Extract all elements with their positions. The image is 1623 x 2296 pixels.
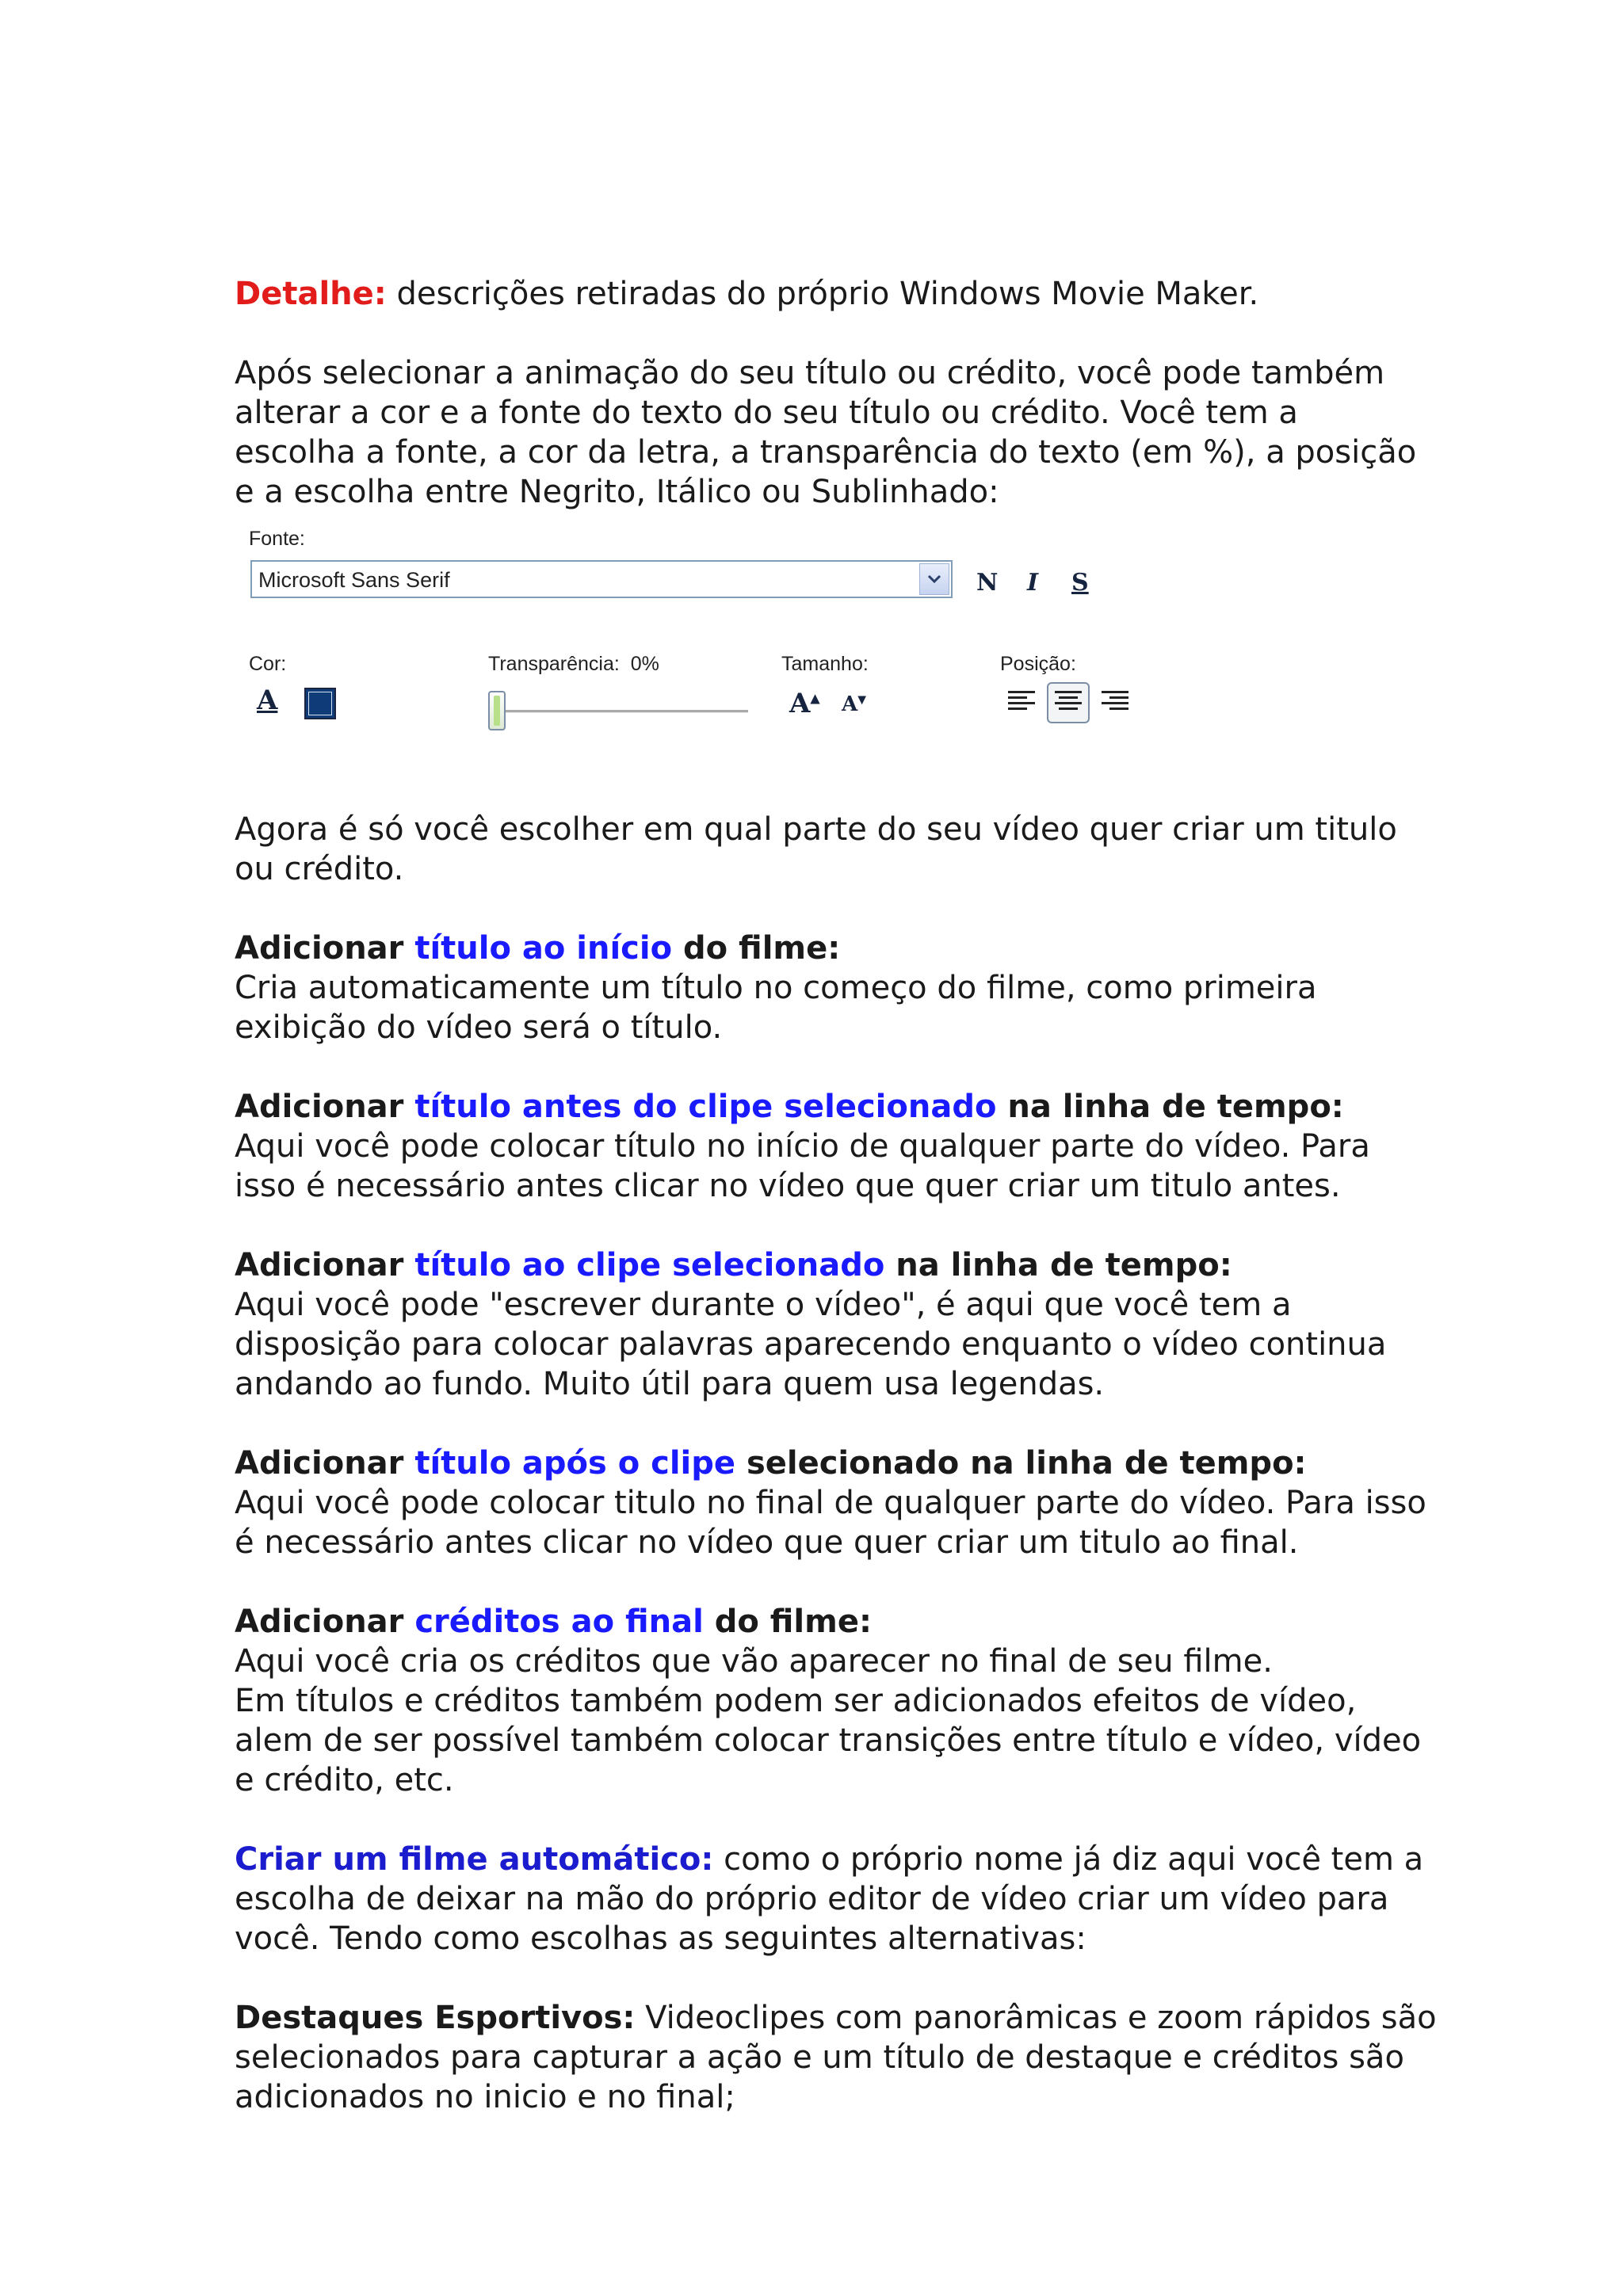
paragraph-line: Agora é só você escolher em qual parte do seu vídeo quer criar um titulo [235,811,1397,848]
section-heading: Adicionar título após o clipe selecionado na linha de tempo: [235,1445,1307,1482]
font-select-value: Microsoft Sans Serif [258,568,450,592]
paragraph-line: adicionados no inicio e no final; [235,2079,735,2115]
section-heading: Adicionar título ao início do filme: [235,930,841,967]
auto-movie-label: Criar um filme automático: [235,1841,714,1878]
font-select[interactable] [250,560,953,598]
paragraph-line: alterar a cor e a fonte do texto do seu título ou crédito. Você tem a [235,395,1298,431]
paragraph-line: é necessário antes clicar no vídeo que quer criar um titulo ao final. [235,1524,1299,1561]
align-center-icon[interactable] [1055,688,1082,716]
chevron-down-icon[interactable] [919,563,949,595]
paragraph-line: Após selecionar a animação do seu título ou crédito, você pode também [235,355,1385,391]
increase-font-size-button[interactable]: A▲ [789,688,820,719]
paragraph-line: escolha a fonte, a cor da letra, a transparência do texto (em %), a posição [235,434,1417,471]
section-heading: Adicionar título ao clipe selecionado na linha de tempo: [235,1247,1232,1283]
section-title-before-clip [235,1087,1503,1206]
paragraph-line: Aqui você cria os créditos que vão aparecer no final de seu filme. [235,1643,1273,1680]
intro-label: Detalhe: [235,276,387,312]
section-auto-movie [235,1840,1503,1958]
paragraph-font-options [235,353,1503,512]
paragraph-line: selecionados para capturar a ação e um título de destaque e créditos são [235,2039,1404,2076]
transparency-slider-handle[interactable] [488,691,506,730]
transparency-value: 0% [630,653,659,675]
section-sports-highlights [235,1998,1503,2117]
color-swatch-button[interactable] [304,688,336,719]
paragraph-line: Aqui você pode colocar título no início de qualquer parte do vídeo. Para [235,1128,1370,1165]
paragraph-line: e a escolha entre Negrito, Itálico ou Sublinhado: [235,474,999,510]
align-right-icon[interactable] [1102,688,1128,716]
section-title-on-clip [235,1245,1503,1404]
section-heading: Adicionar créditos ao final do filme: [235,1604,872,1640]
decrease-font-size-button[interactable]: A▼ [842,692,866,716]
text-color-icon: A [257,685,278,716]
intro-text: descrições retiradas do próprio Windows Movie Maker. [386,276,1259,312]
text-format-panel [235,523,1154,745]
auto-movie-first-line: Criar um filme automático: como o próprio nome já diz aqui você tem a [235,1841,1424,1878]
paragraph-line: Cria automaticamente um título no começo do filme, como primeira [235,970,1317,1006]
paragraph-line: andando ao fundo. Muito útil para quem usa legendas. [235,1366,1105,1402]
italic-button[interactable]: I [1027,569,1039,597]
paragraph-line: disposição para colocar palavras aparecendo enquanto o vídeo continua [235,1326,1387,1363]
section-title-after-clip [235,1444,1503,1562]
paragraph-line: isso é necessário antes clicar no vídeo que quer criar um titulo antes. [235,1168,1341,1204]
font-label: Fonte: [249,528,305,550]
section-heading: Adicionar título antes do clipe selecionado na linha de tempo: [235,1089,1344,1125]
paragraph-line: Em títulos e créditos também podem ser adicionados efeitos de vídeo, [235,1683,1357,1719]
paragraph-line: alem de ser possível também colocar transições entre título e vídeo, vídeo [235,1722,1422,1759]
color-label: Cor: [249,653,287,675]
sports-first-line: Destaques Esportivos: Videoclipes com panorâmicas e zoom rápidos são [235,2000,1437,2036]
paragraph-line: você. Tendo como escolhas as seguintes alternativas: [235,1920,1086,1957]
transparency-slider-track[interactable] [496,710,748,713]
paragraph-line: Aqui você pode "escrever durante o vídeo", é aqui que você tem a [235,1287,1292,1323]
align-left-icon[interactable] [1008,688,1035,716]
intro-line [235,274,1503,314]
position-label: Posição: [1000,653,1076,675]
section-credits-at-end [235,1602,1503,1800]
paragraph-choose-part [235,810,1503,889]
underline-button[interactable]: S [1071,569,1089,597]
sports-label: Destaques Esportivos: [235,2000,636,2036]
paragraph-line: ou crédito. [235,851,404,887]
transparency-label: Transparência: 0% [488,653,659,675]
paragraph-line: Aqui você pode colocar titulo no final de qualquer parte do vídeo. Para isso [235,1485,1426,1521]
section-title-at-start [235,929,1503,1047]
paragraph-line: exibição do vídeo será o título. [235,1009,723,1046]
size-label: Tamanho: [781,653,869,675]
text-color-button[interactable] [252,685,287,723]
paragraph-line: escolha de deixar na mão do próprio editor de vídeo criar um vídeo para [235,1881,1389,1917]
paragraph-line: e crédito, etc. [235,1762,454,1798]
bold-button[interactable]: N [976,569,999,597]
